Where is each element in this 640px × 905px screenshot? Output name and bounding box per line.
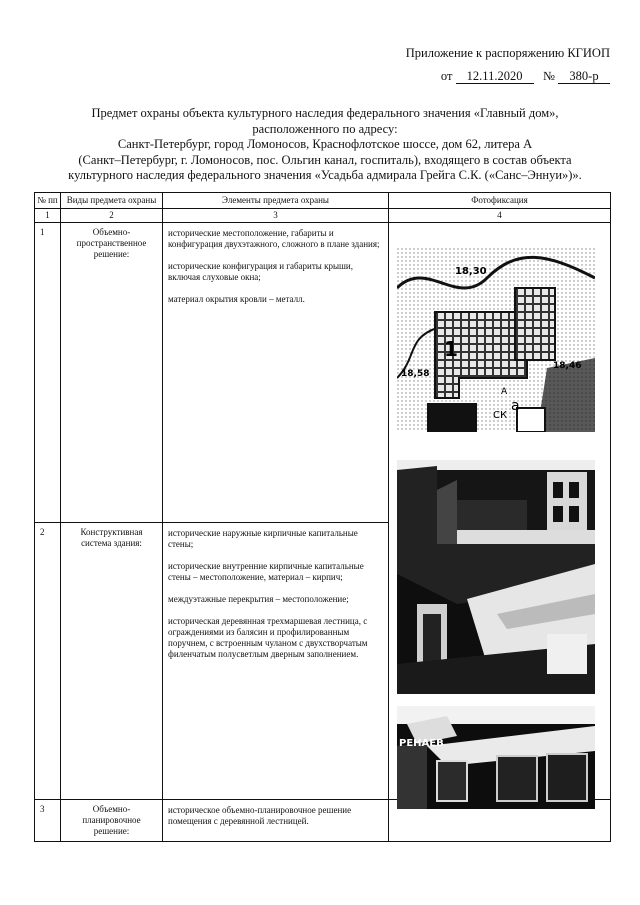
row-elements <box>163 222 389 522</box>
title-line-1: Предмет охраны объекта культурного наследия федерального значения «Главный дом», <box>91 106 559 120</box>
element-item: междуэтажные перекрытия – местоположение; <box>168 593 349 604</box>
site-plan-map-image <box>397 248 595 432</box>
map-label: СК <box>493 410 508 421</box>
column-number: 2 <box>61 208 163 222</box>
order-number: 380-р <box>558 70 610 84</box>
appendix-header <box>406 46 610 84</box>
row-kind: Конструктивная система здания: <box>61 522 163 799</box>
map-label: 18,58 <box>401 369 430 379</box>
title-line-2: расположенного по адресу: <box>252 121 398 136</box>
document-title <box>40 106 610 184</box>
appendix-title: Приложение к распоряжению КГИОП <box>405 46 610 60</box>
header-photo: Фотофиксация <box>389 193 611 209</box>
element-item: исторические внутренние кирпичные капитальные стены – местоположение, материал – кирпич; <box>168 560 364 582</box>
row-number: 1 <box>35 222 61 522</box>
element-item: исторические наружные кирпичные капитальные стены; <box>168 527 358 549</box>
order-date-number <box>406 69 610 84</box>
date-prefix: от <box>440 69 453 83</box>
header-kind: Виды предмета охраны <box>61 193 163 209</box>
map-label: А <box>501 387 508 397</box>
element-item: историческая деревянная трехмаршевая лестница, с ограждениями из балясин и профилированным поручнем, с встроенным чуланом с двухстворчатым филенчатым полусветлым дверным заполнением. <box>168 615 368 659</box>
interior-photo-image <box>397 544 595 694</box>
svg-text:РЕНАЕВ: РЕНАЕВ <box>399 738 444 749</box>
site-plan-map <box>397 248 595 432</box>
row-elements <box>163 799 389 841</box>
row-kind: Объемно-пространственное решение: <box>61 222 163 522</box>
element-item: историческое объемно-планировочное решение помещения с деревянной лестницей. <box>168 804 352 826</box>
row-number: 2 <box>35 522 61 799</box>
staircase-photo <box>397 706 595 809</box>
staircase-photo-image <box>397 706 595 809</box>
order-date: 12.11.2020 <box>456 70 534 84</box>
element-item: исторические местоположение, габариты и конфигурация двухэтажного, сложного в плане здания; <box>168 227 380 249</box>
column-number: 1 <box>35 208 61 222</box>
map-label: 1 <box>444 337 458 361</box>
header-elements: Элементы предмета охраны <box>163 193 389 209</box>
column-number: 4 <box>389 208 611 222</box>
title-line-3: Санкт-Петербург, город Ломоносов, Краснофлотское шоссе, дом 62, литера А <box>117 137 533 151</box>
row-kind: Объемно-планировочное решение: <box>61 799 163 841</box>
map-label: 18,46 <box>553 361 582 371</box>
header-number: № пп <box>35 193 61 209</box>
title-line-5: культурного наследия федерального значения «Усадьба адмирала Грейга С.К. («Санс–Эннуи»)». <box>68 168 582 182</box>
interior-photo <box>397 544 595 694</box>
facade-photo-image <box>397 460 595 546</box>
map-label: а <box>511 398 520 414</box>
title-line-4: (Санкт–Петербург, г. Ломоносов, пос. Ольгин канал, госпиталь), входящего в состав объекта <box>78 152 572 167</box>
row-number: 3 <box>35 799 61 841</box>
map-label: 18,30 <box>455 266 487 277</box>
facade-photo <box>397 460 595 546</box>
column-number: 3 <box>163 208 389 222</box>
photo-column <box>384 192 610 892</box>
element-item: исторические конфигурация и габариты крыши, включая слуховые окна; <box>168 260 353 282</box>
row-elements <box>163 522 389 799</box>
number-prefix: № <box>542 69 555 83</box>
element-item: материал окрытия кровли – металл. <box>168 293 305 304</box>
